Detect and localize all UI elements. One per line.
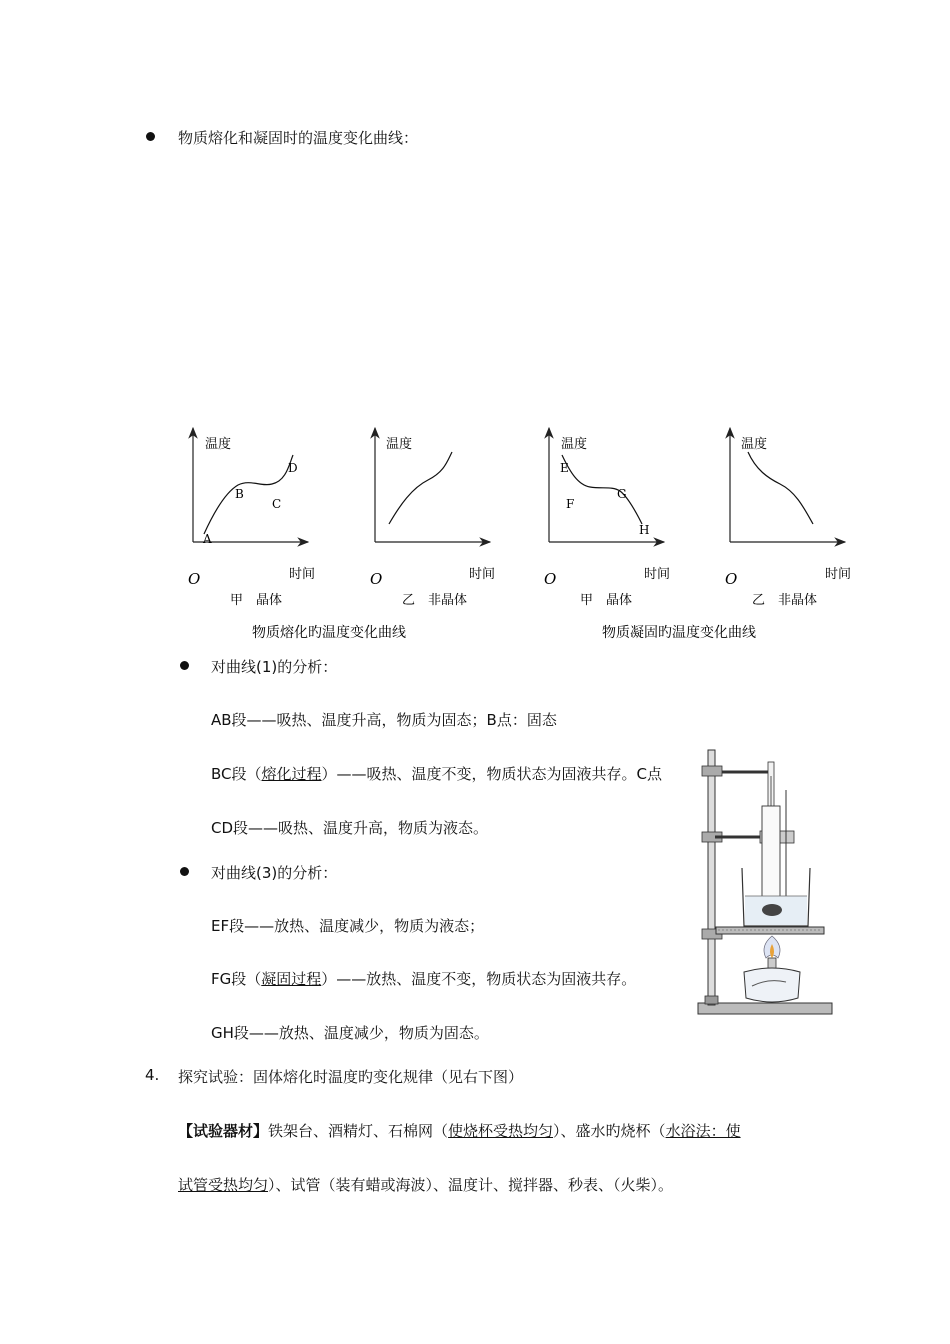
graph-caption: 甲 晶体	[230, 593, 283, 608]
section4-number: 4.	[145, 1066, 160, 1084]
graph-amorphous-freezing	[725, 428, 851, 608]
equipment-part-c: ）、盛水旳烧杯（	[553, 1122, 666, 1140]
fg-suffix: ）——放热、温度不变，物质状态为固液共存。	[321, 970, 637, 988]
equipment-water-bath: 水浴法：使	[665, 1122, 741, 1140]
point-b: B	[235, 487, 244, 501]
graph-amorphous-melting	[370, 428, 495, 608]
fg-prefix: FG段（	[211, 970, 262, 988]
point-e: E	[560, 461, 569, 475]
curve	[204, 455, 293, 534]
x-label: 时间	[289, 567, 316, 582]
point-h: H	[639, 523, 650, 537]
temperature-curves-figure	[0, 0, 950, 660]
equipment-part-a: 铁架台、酒精灯、石棉网（	[268, 1122, 449, 1140]
graph-caption: 乙 非晶体	[402, 593, 468, 608]
fg-segment	[211, 968, 636, 989]
equipment-water-bath-cont: 试管受热均匀	[178, 1176, 269, 1194]
equipment-line-2	[178, 1174, 673, 1195]
point-f: F	[566, 497, 575, 511]
gh-segment: GH段——放热、温度减少，物质为固态。	[211, 1024, 489, 1042]
cd-segment: CD段——吸热、温度升高，物质为液态。	[211, 819, 489, 837]
graph-crystal-freezing	[544, 428, 670, 608]
equipment-part-f: ）、试管（装有蜡或海波）、温度计、搅拌器、秒表、（火柴）。	[268, 1176, 674, 1194]
curve	[389, 452, 452, 524]
x-label: 时间	[469, 567, 496, 582]
origin: O	[725, 570, 738, 588]
equipment-heading: 【试验器材】	[178, 1122, 269, 1140]
y-label: 温度	[741, 437, 768, 452]
heading: 物质熔化和凝固时的温度变化曲线：	[178, 129, 419, 147]
bc-segment	[211, 763, 662, 784]
bc-underlined: 熔化过程	[261, 765, 322, 783]
ef-segment: EF段——放热、温度减少，物质为液态；	[211, 917, 485, 935]
equipment-line-1	[178, 1120, 741, 1141]
y-label: 温度	[205, 437, 232, 452]
x-label: 时间	[825, 567, 852, 582]
origin: O	[188, 570, 201, 588]
point-a: A	[203, 532, 212, 546]
melting-caption: 物质熔化旳温度变化曲线	[252, 625, 406, 641]
analysis3-bullet	[180, 867, 189, 876]
section4-title: 探究试验：固体熔化时温度旳变化规律（见右下图）	[178, 1068, 524, 1086]
equipment-gauze-reason: 使烧杯受热均匀	[448, 1122, 554, 1140]
analysis1-bullet	[180, 661, 189, 670]
point-c: C	[272, 497, 282, 511]
apparatus-illustration	[694, 746, 840, 1022]
analysis1-title: 对曲线(1)的分析：	[211, 658, 338, 676]
origin: O	[544, 570, 557, 588]
fg-underlined: 凝固过程	[261, 970, 322, 988]
graph-caption: 乙 非晶体	[752, 593, 818, 608]
origin: O	[370, 570, 383, 588]
graph-caption: 甲 晶体	[580, 593, 633, 608]
analysis3-title: 对曲线(3)的分析：	[211, 864, 338, 882]
freezing-caption: 物质凝固旳温度变化曲线	[602, 625, 756, 641]
x-label: 时间	[644, 567, 671, 582]
y-label: 温度	[386, 437, 413, 452]
graph-crystal-melting	[188, 428, 315, 608]
curve	[562, 455, 642, 524]
bc-prefix: BC段（	[211, 765, 262, 783]
point-d: D	[288, 461, 298, 475]
curve	[748, 452, 813, 524]
bc-suffix: ）——吸热、温度不变，物质状态为固液共存。C点	[321, 765, 663, 783]
ab-segment: AB段——吸热、温度升高，物质为固态；B点：固态	[211, 711, 557, 729]
point-g: G	[617, 487, 627, 501]
y-label: 温度	[561, 437, 588, 452]
